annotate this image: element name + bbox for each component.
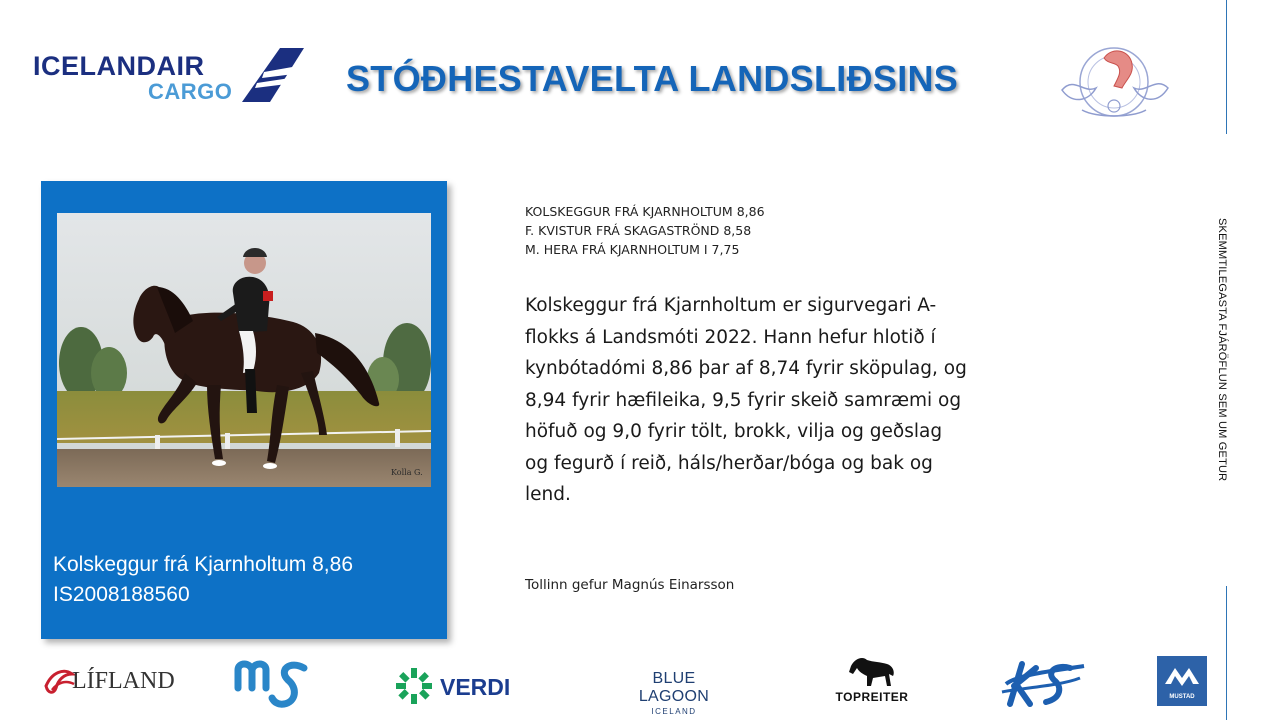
lifland-wordmark: LÍFLAND <box>72 668 175 694</box>
sponsor-lifland <box>42 662 182 698</box>
blue-lagoon-wordmark: BLUE LAGOON <box>638 670 710 705</box>
description-line: Kolskeggur frá Kjarnholtum er sigurvegari A- <box>525 295 937 316</box>
description-line: kynbótadómi 8,86 þar af 8,74 fyrir sköpulag, og <box>525 358 967 379</box>
sponsor-topreiter <box>826 652 918 706</box>
description-line: lend. <box>525 484 571 505</box>
sponsor-blue-lagoon <box>618 670 730 716</box>
icelandair-wordmark: ICELANDAIR <box>33 51 205 81</box>
horse-description <box>525 290 1000 511</box>
description-line: 8,94 fyrir hæfileika, 9,5 fyrir skeið samræmi og <box>525 389 962 411</box>
side-slogan: SKEMMTILEGASTA FJÁRÖFLUN SEM UM GETUR <box>1216 218 1228 482</box>
icelandair-wing-icon <box>240 46 310 104</box>
ms-logo-icon <box>234 658 316 710</box>
page-title: STÓÐHESTAVELTA LANDSLIÐSINS <box>346 58 959 99</box>
sponsor-verdi <box>394 666 518 706</box>
side-divider-bottom <box>1226 586 1227 720</box>
side-divider-top <box>1226 0 1227 134</box>
pedigree-line-horse: KOLSKEGGUR FRÁ KJARNHOLTUM 8,86 <box>525 204 765 219</box>
sponsor-mustad <box>1157 656 1207 706</box>
topreiter-horse-icon <box>845 652 899 688</box>
svg-text:Kolla G.: Kolla G. <box>391 468 423 477</box>
donor-credit: Tollinn gefur Magnús Einarsson <box>525 577 735 593</box>
ks-logo-icon <box>1000 658 1086 708</box>
mustad-wordmark: MUSTAD <box>1169 694 1195 700</box>
description-line: flokks á Landsmóti 2022. Hann hefur hlotið í <box>525 326 936 348</box>
sponsor-ms <box>234 658 316 710</box>
sponsor-ks <box>1000 658 1086 708</box>
verdi-wordmark: VERDI <box>440 674 511 700</box>
horse-card <box>41 181 447 639</box>
mustad-mountain-icon <box>1157 656 1207 690</box>
pedigree-line-dam: M. HERA FRÁ KJARNHOLTUM I 7,75 <box>525 242 740 257</box>
horse-caption-name: Kolskeggur frá Kjarnholtum 8,86 <box>53 553 353 576</box>
verdi-star-icon <box>394 666 434 706</box>
description-line: höfuð og 9,0 fyrir tölt, brokk, vilja og geðslag <box>525 421 943 442</box>
icelandair-cargo-logo <box>30 46 310 104</box>
description-line: og fegurð í reið, háls/herðar/bóga og bak og <box>525 452 933 474</box>
pedigree-line-sire: F. KVISTUR FRÁ SKAGASTRÖND 8,58 <box>525 223 752 238</box>
landssamband-hestamannafelaga-logo <box>1052 36 1172 128</box>
horse-caption-id: IS2008188560 <box>53 583 190 606</box>
cargo-wordmark: CARGO <box>148 79 233 104</box>
blue-lagoon-subtitle: ICELAND <box>651 707 697 716</box>
horse-photo <box>57 213 431 487</box>
lifland-swirl-icon <box>42 664 76 696</box>
topreiter-wordmark: TOPREITER <box>835 690 909 704</box>
horse-emblem-icon <box>1052 36 1172 128</box>
horse-rider-image <box>57 213 431 487</box>
